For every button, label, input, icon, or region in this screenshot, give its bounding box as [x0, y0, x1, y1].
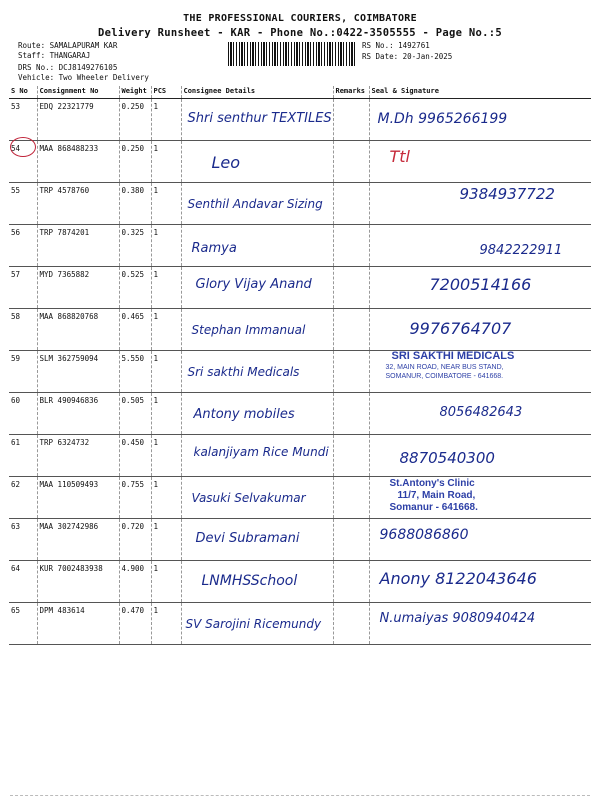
weight: 0.380 — [119, 183, 151, 225]
col-consignment: Consignment No — [37, 86, 119, 99]
stamp-antony-name: St.Antony's Clinic — [389, 478, 475, 489]
rs-date: RS Date: 20-Jan-2025 — [362, 52, 453, 61]
consignee-cell — [181, 183, 333, 225]
consignment-no: MAA 302742986 — [37, 519, 119, 561]
weight: 0.755 — [119, 477, 151, 519]
pcs: 1 — [151, 519, 181, 561]
consignee-cell — [181, 603, 333, 645]
weight: 5.550 — [119, 351, 151, 393]
consignment-no: MAA 868488233 — [37, 141, 119, 183]
signature-cell — [369, 393, 591, 435]
remarks — [333, 99, 369, 141]
consignment-no: KUR 7002483938 — [37, 561, 119, 603]
sno: 61 — [9, 435, 37, 477]
signature-handwriting: N.umaiyas 9080940424 — [379, 611, 536, 626]
signature-handwriting: 7200514166 — [429, 275, 532, 294]
signature-handwriting: 9842222911 — [479, 243, 563, 258]
stamp-sakthi-address-2: SOMANUR, COIMBATORE - 641668. — [385, 373, 504, 380]
remarks — [333, 393, 369, 435]
sno: 53 — [9, 99, 37, 141]
weight: 0.465 — [119, 309, 151, 351]
stamp-antony-address-1: 11/7, Main Road, — [397, 490, 476, 501]
barcode-image — [228, 42, 356, 66]
consignee-handwriting: Ramya — [191, 241, 237, 256]
weight: 0.325 — [119, 225, 151, 267]
remarks — [333, 435, 369, 477]
pcs: 1 — [151, 225, 181, 267]
signature-cell — [369, 477, 591, 519]
weight: 0.450 — [119, 435, 151, 477]
consignee-handwriting: Senthil Andavar Sizing — [187, 197, 323, 211]
col-signature: Seal & Signature — [369, 86, 591, 99]
drs-label: DRS No.: DCJ8149276105 — [18, 63, 118, 72]
route-label: Route: SAMALAPURAM KAR — [18, 41, 118, 50]
consignment-no: MAA 868820768 — [37, 309, 119, 351]
remarks — [333, 351, 369, 393]
signature-cell — [369, 435, 591, 477]
consignee-cell — [181, 141, 333, 183]
remarks — [333, 561, 369, 603]
consignment-no: MYD 7365882 — [37, 267, 119, 309]
signature-handwriting: 8056482643 — [439, 405, 523, 420]
signature-handwriting: Anony 8122043646 — [379, 569, 537, 588]
consignee-cell — [181, 99, 333, 141]
consignee-cell — [181, 519, 333, 561]
stamp-sakthi-name: SRI SAKTHI MEDICALS — [391, 350, 515, 362]
weight: 0.250 — [119, 141, 151, 183]
signature-cell — [369, 309, 591, 351]
consignee-cell — [181, 309, 333, 351]
pcs: 1 — [151, 561, 181, 603]
sno: 55 — [9, 183, 37, 225]
consignee-handwriting: Leo — [211, 153, 241, 172]
col-consignee: Consignee Details — [181, 86, 333, 99]
signature-cell — [369, 603, 591, 645]
weight: 0.505 — [119, 393, 151, 435]
vehicle-label: Vehicle: Two Wheeler Delivery — [18, 73, 149, 82]
sno: 56 — [9, 225, 37, 267]
sno: 65 — [9, 603, 37, 645]
signature-handwriting: 8870540300 — [399, 449, 495, 467]
table-row — [9, 309, 591, 351]
consignment-no: EDQ 22321779 — [37, 99, 119, 141]
sno: 58 — [9, 309, 37, 351]
remarks — [333, 603, 369, 645]
weight: 0.250 — [119, 99, 151, 141]
sno: 64 — [9, 561, 37, 603]
col-pcs: PCS — [151, 86, 181, 99]
signature-cell — [369, 561, 591, 603]
pcs: 1 — [151, 309, 181, 351]
consignee-cell — [181, 393, 333, 435]
signature-handwriting: M.Dh 9965266199 — [377, 111, 508, 127]
remarks — [333, 267, 369, 309]
consignee-handwriting: Stephan Immanual — [191, 323, 306, 337]
pcs: 1 — [151, 435, 181, 477]
runsheet-title: Delivery Runsheet - KAR - Phone No.:0422-3505555 - Page No.:5 — [98, 27, 502, 39]
consignee-handwriting: SV Sarojini Ricemundy — [185, 617, 322, 631]
remarks — [333, 225, 369, 267]
consignment-no: MAA 110509493 — [37, 477, 119, 519]
remarks — [333, 183, 369, 225]
consignment-no: TRP 6324732 — [37, 435, 119, 477]
table-row — [9, 603, 591, 645]
signature-cell — [369, 225, 591, 267]
signature-cell — [369, 99, 591, 141]
table-header-row — [9, 86, 591, 99]
sno: 63 — [9, 519, 37, 561]
consignment-no: TRP 4578760 — [37, 183, 119, 225]
remarks — [333, 141, 369, 183]
pcs: 1 — [151, 351, 181, 393]
pcs: 1 — [151, 267, 181, 309]
table-row — [9, 225, 591, 267]
page-bottom-divider — [10, 795, 590, 796]
signature-handwriting: Ttl — [389, 147, 410, 166]
pcs: 1 — [151, 141, 181, 183]
consignee-handwriting: Vasuki Selvakumar — [191, 491, 306, 505]
pcs: 1 — [151, 393, 181, 435]
company-title: THE PROFESSIONAL COURIERS, COIMBATORE — [183, 13, 417, 24]
remarks — [333, 477, 369, 519]
sno: 57 — [9, 267, 37, 309]
sno: 62 — [9, 477, 37, 519]
sno: 59 — [9, 351, 37, 393]
table-row — [9, 477, 591, 519]
signature-cell — [369, 183, 591, 225]
sno: 54 — [9, 141, 37, 183]
consignee-handwriting: Devi Subramani — [195, 531, 300, 546]
consignee-cell — [181, 267, 333, 309]
weight: 0.470 — [119, 603, 151, 645]
pcs: 1 — [151, 183, 181, 225]
stamp-antony-address-2: Somanur - 641668. — [389, 502, 478, 513]
table-row — [9, 435, 591, 477]
consignee-handwriting: Glory Vijay Anand — [195, 277, 312, 292]
weight: 4.900 — [119, 561, 151, 603]
pcs: 1 — [151, 477, 181, 519]
pcs: 1 — [151, 99, 181, 141]
table-row — [9, 99, 591, 141]
consignee-handwriting: kalanjiyam Rice Mundi — [193, 445, 329, 459]
sno: 60 — [9, 393, 37, 435]
consignee-handwriting: Antony mobiles — [193, 407, 295, 422]
remarks — [333, 519, 369, 561]
consignment-no: SLM 362759094 — [37, 351, 119, 393]
staff-label: Staff: THANGARAJ — [18, 51, 91, 60]
signature-handwriting: 9688086860 — [379, 527, 469, 543]
signature-cell — [369, 141, 591, 183]
signature-handwriting: 9384937722 — [459, 185, 555, 203]
col-weight: Weight — [119, 86, 151, 99]
table-row — [9, 183, 591, 225]
table-row — [9, 393, 591, 435]
red-circle-mark — [10, 137, 36, 157]
consignment-no: BLR 490946836 — [37, 393, 119, 435]
weight: 0.720 — [119, 519, 151, 561]
table-row — [9, 141, 591, 183]
signature-cell — [369, 519, 591, 561]
signature-cell — [369, 351, 591, 393]
signature-handwriting: 9976764707 — [409, 319, 512, 338]
table-row — [9, 351, 591, 393]
consignee-cell — [181, 225, 333, 267]
consignee-cell — [181, 477, 333, 519]
signature-cell — [369, 267, 591, 309]
consignee-handwriting: Shri senthur TEXTILES — [187, 111, 332, 126]
table-row — [9, 561, 591, 603]
weight: 0.525 — [119, 267, 151, 309]
pcs: 1 — [151, 603, 181, 645]
consignee-handwriting: LNMHSSchool — [201, 573, 298, 589]
col-sno: S No — [9, 86, 37, 99]
consignee-cell — [181, 351, 333, 393]
table-row — [9, 267, 591, 309]
consignee-cell — [181, 435, 333, 477]
consignment-no: TRP 7874201 — [37, 225, 119, 267]
col-remarks: Remarks — [333, 86, 369, 99]
consignment-no: DPM 483614 — [37, 603, 119, 645]
consignee-handwriting: Sri sakthi Medicals — [187, 365, 300, 379]
runsheet-table — [9, 86, 591, 645]
rs-number: RS No.: 1492761 — [362, 41, 430, 50]
table-row — [9, 519, 591, 561]
stamp-sakthi-address-1: 32, MAIN ROAD, NEAR BUS STAND, — [385, 364, 504, 371]
consignee-cell — [181, 561, 333, 603]
remarks — [333, 309, 369, 351]
